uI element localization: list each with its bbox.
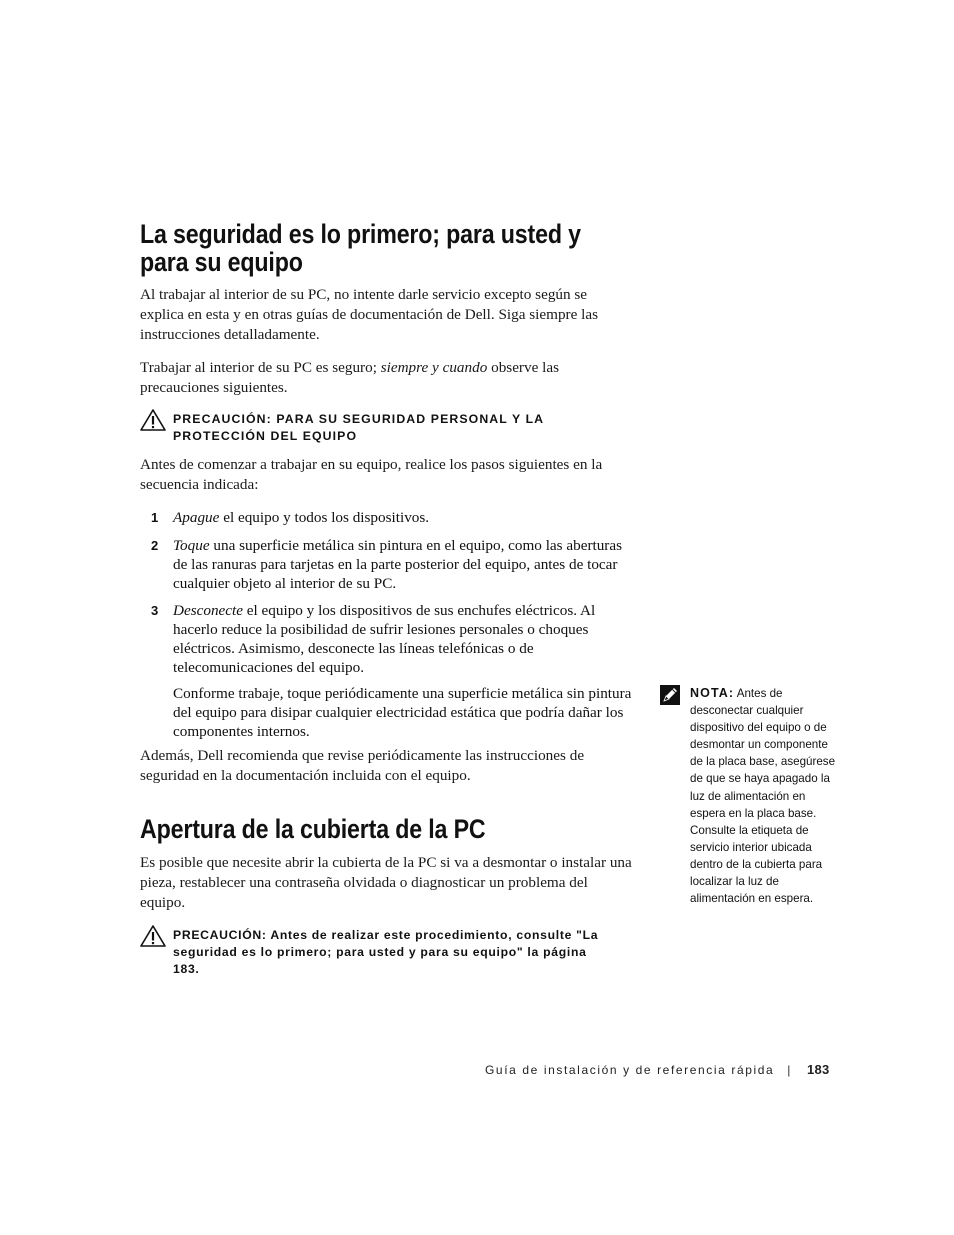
step-text: Desconecte el equipo y los dispositivos de sus enchufes eléctricos. Al hacerlo reduce la posibilidad de sufrir lesiones personales o choques eléctricos. Asimismo, desconecte las líneas telefónicas o de telecomunicaciones del equipo. <box>173 602 596 676</box>
note-label: NOTA: <box>690 686 735 700</box>
section-title-safety: La seguridad es lo primero; para usted y para su equipo <box>140 219 581 277</box>
step-text: Apague el equipo y todos los dispositivos. <box>173 509 430 526</box>
open-cover-paragraph: Es posible que necesite abrir la cubierta de la PC si va a desmontar o instalar una pieza, restablecer una contraseña olvidada o diagnosticar un problema del equipo. <box>140 854 632 911</box>
note-text: Antes de desconectar cualquier dispositivo del equipo o de desmontar un componente de la placa base, asegúrese de que se haya apagado la luz de alimentación en espera en la placa base. Consulte la etiqueta de servicio interior ubicada dentro de la cubierta para localizar la luz de alimentación en espera. <box>690 687 836 906</box>
steps-intro-paragraph: Antes de comenzar a trabajar en su equipo, realice los pasos siguientes en la secuencia indicada: <box>140 456 603 493</box>
section-title-open-cover: Apertura de la cubierta de la PC <box>140 814 486 844</box>
dell-recommendation-paragraph: Además, Dell recomienda que revise periódicamente las instrucciones de seguridad en la documentación incluida con el equipo. <box>140 747 585 784</box>
safety-intro-paragraph: Al trabajar al interior de su PC, no intente darle servicio excepto según se explica en esta y en otras guías de documentación de Dell. Siga siempre las instrucciones detalladamente. <box>140 286 599 343</box>
caution-open-cover: PRECAUCIÓN: Antes de realizar este procedimiento, consulte "La seguridad es lo primero; para usted y para su equipo" la página 183. <box>173 928 599 976</box>
step-text: Toque una superficie metálica sin pintura en el equipo, como las aberturas de las ranuras para tarjetas en la parte posterior del equipo, antes de tocar cualquier objeto al interior de su PC. <box>173 537 623 592</box>
page-number: 183 <box>806 1062 830 1077</box>
side-note <box>690 685 842 907</box>
step-number: 3 <box>151 603 159 618</box>
note-pencil-icon <box>660 685 680 705</box>
footer-separator: | <box>787 1063 792 1077</box>
step-number: 2 <box>151 538 159 553</box>
page-footer <box>485 1062 830 1077</box>
step-number: 1 <box>151 510 159 525</box>
safety-conditions-paragraph: Trabajar al interior de su PC es seguro; siempre y cuando observe las precauciones siguientes. <box>140 359 559 396</box>
warning-triangle-icon <box>139 924 167 948</box>
footer-guide-title: Guía de instalación y de referencia rápida <box>485 1063 775 1077</box>
step-followup-paragraph: Conforme trabaje, toque periódicamente una superficie metálica sin pintura del equipo para disipar cualquier electricidad estática que podría dañar los componentes internos. <box>173 685 632 740</box>
warning-triangle-icon <box>139 408 167 432</box>
caution-safety-heading: PRECAUCIÓN: PARA SU SEGURIDAD PERSONAL Y LA PROTECCIÓN DEL EQUIPO <box>173 412 544 443</box>
